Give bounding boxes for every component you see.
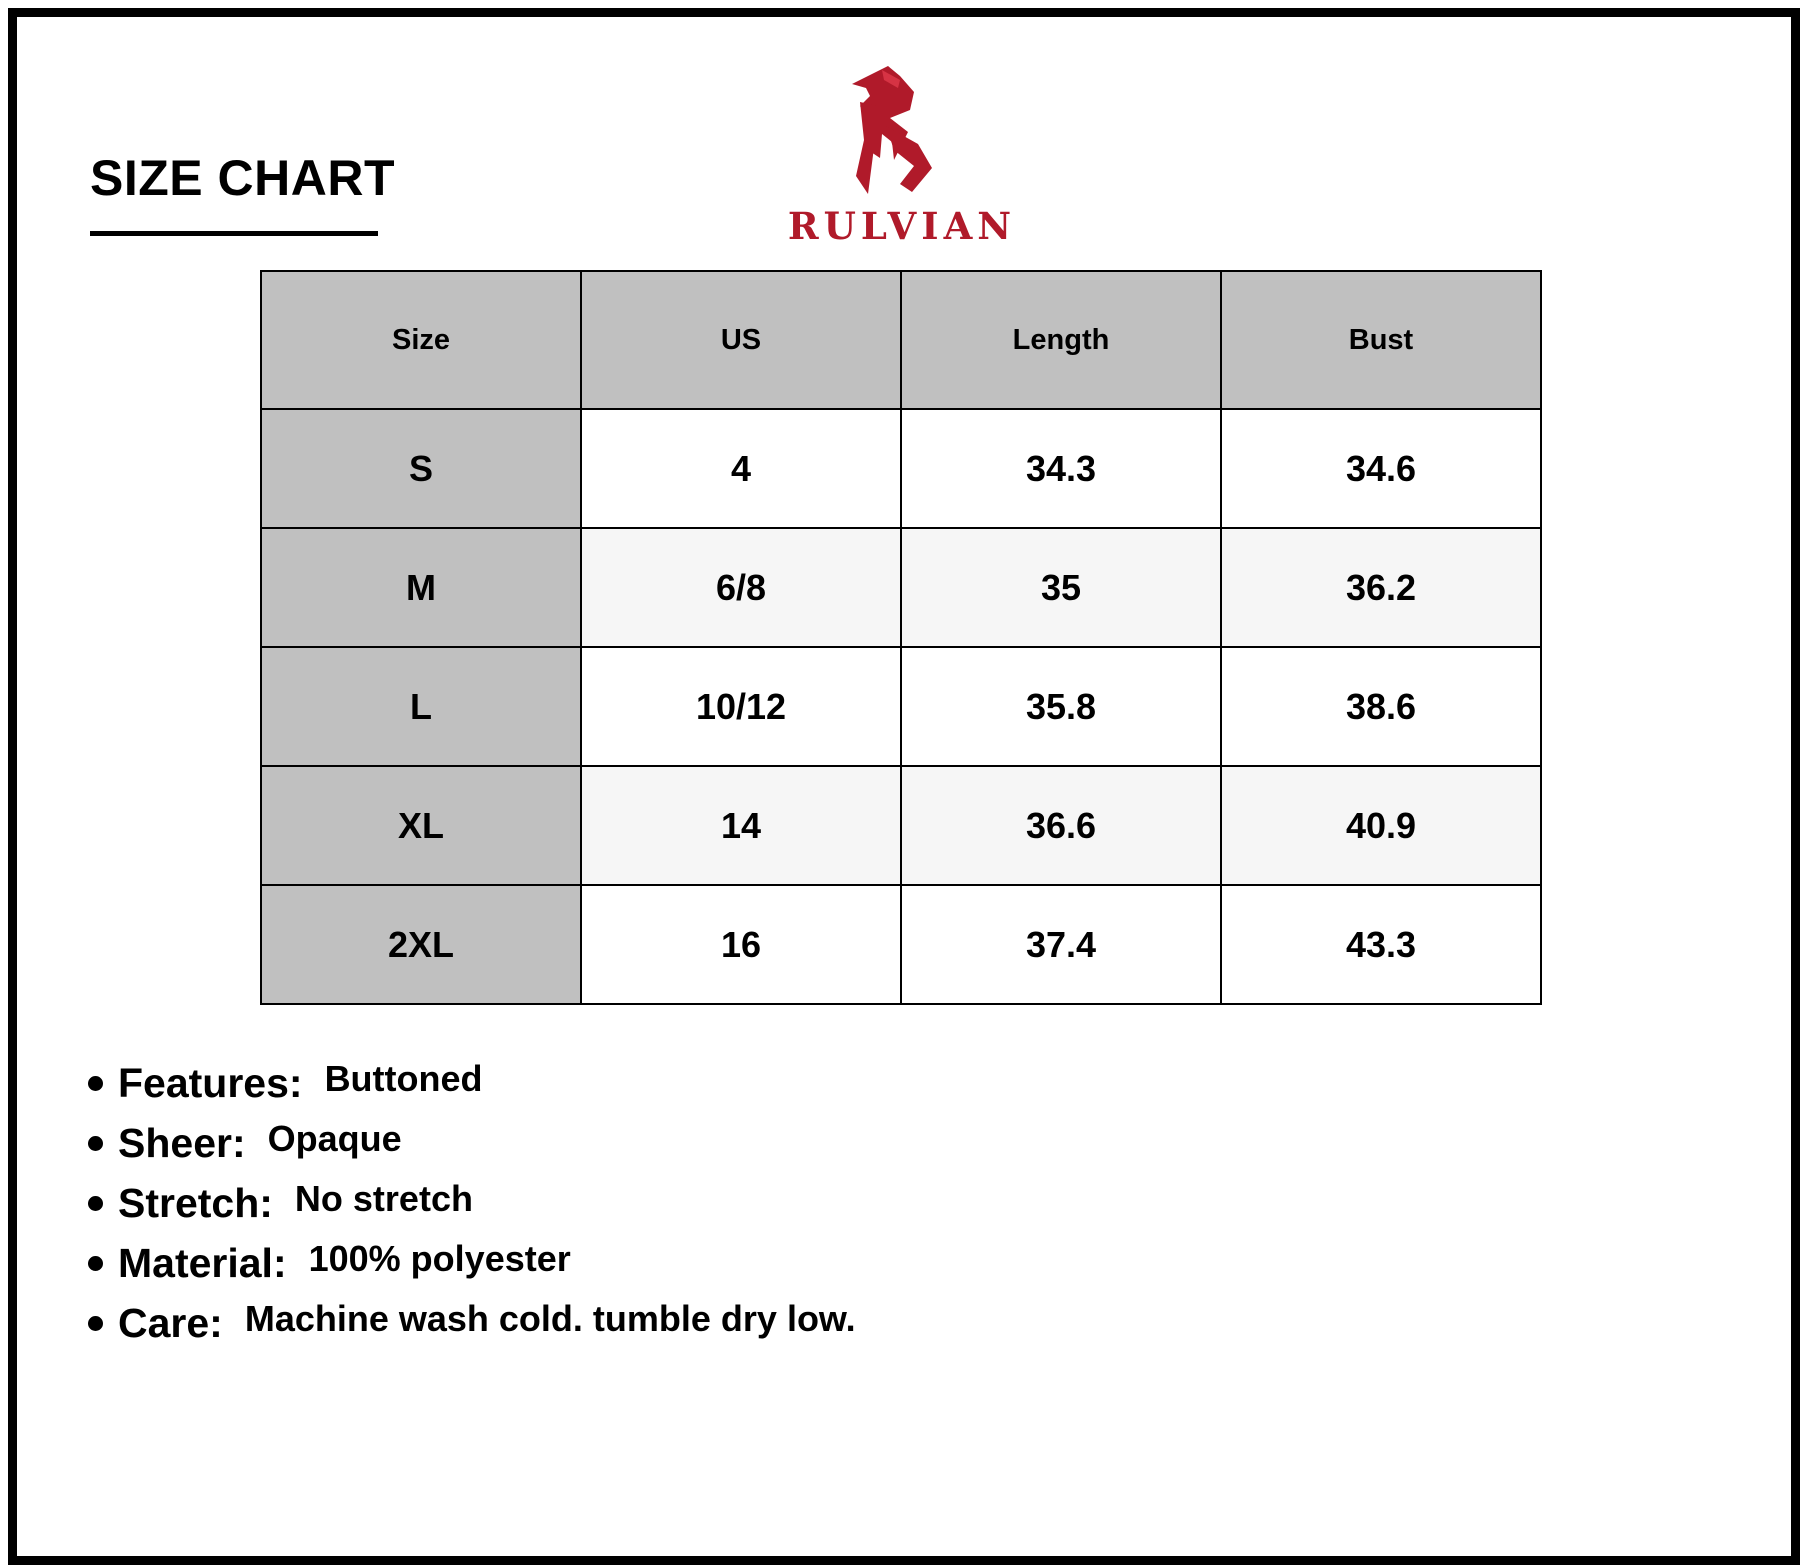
- size-chart-table: [260, 270, 1542, 1005]
- size-cell: S: [261, 409, 581, 528]
- feature-label: Features:: [118, 1060, 303, 1106]
- feature-value: Opaque: [267, 1118, 402, 1159]
- feature-label: Material:: [118, 1240, 287, 1286]
- bust-cell: 38.6: [1221, 647, 1541, 766]
- feature-label: Sheer:: [118, 1120, 246, 1166]
- feature-value: No stretch: [294, 1178, 473, 1219]
- length-cell: 37.4: [901, 885, 1221, 1004]
- table-row: [261, 766, 1541, 885]
- bust-cell: 34.6: [1221, 409, 1541, 528]
- list-item: [88, 1180, 856, 1240]
- size-cell: 2XL: [261, 885, 581, 1004]
- header-bust: Bust: [1221, 271, 1541, 409]
- bullet-icon: [88, 1316, 103, 1331]
- bust-cell: 36.2: [1221, 528, 1541, 647]
- us-cell: 6/8: [581, 528, 901, 647]
- bullet-icon: [88, 1076, 103, 1091]
- bust-cell: 40.9: [1221, 766, 1541, 885]
- list-item: [88, 1240, 856, 1300]
- length-cell: 35.8: [901, 647, 1221, 766]
- length-cell: 36.6: [901, 766, 1221, 885]
- brand-name: RULVIAN: [787, 204, 1017, 248]
- us-cell: 14: [581, 766, 901, 885]
- bust-cell: 43.3: [1221, 885, 1541, 1004]
- feature-value: 100% polyester: [308, 1238, 571, 1279]
- page-title: SIZE CHART: [90, 150, 395, 206]
- table-row: [261, 647, 1541, 766]
- us-cell: 4: [581, 409, 901, 528]
- feature-value: Machine wash cold. tumble dry low.: [244, 1298, 856, 1339]
- us-cell: 16: [581, 885, 901, 1004]
- table-header-row: [261, 271, 1541, 409]
- size-cell: XL: [261, 766, 581, 885]
- list-item: [88, 1060, 856, 1120]
- table-row: [261, 409, 1541, 528]
- feature-label: Care:: [118, 1300, 223, 1346]
- table-row: [261, 528, 1541, 647]
- bullet-icon: [88, 1256, 103, 1271]
- header-length: Length: [901, 271, 1221, 409]
- bullet-icon: [88, 1196, 103, 1211]
- bullet-icon: [88, 1136, 103, 1151]
- table-row: [261, 885, 1541, 1004]
- list-item: [88, 1300, 856, 1360]
- header-us: US: [581, 271, 901, 409]
- header-size: Size: [261, 271, 581, 409]
- product-features-list: [88, 1060, 856, 1360]
- list-item: [88, 1120, 856, 1180]
- size-cell: L: [261, 647, 581, 766]
- feature-label: Stretch:: [118, 1180, 273, 1226]
- title-underline: [90, 231, 378, 236]
- feature-value: Buttoned: [324, 1058, 483, 1099]
- us-cell: 10/12: [581, 647, 901, 766]
- length-cell: 35: [901, 528, 1221, 647]
- length-cell: 34.3: [901, 409, 1221, 528]
- size-cell: M: [261, 528, 581, 647]
